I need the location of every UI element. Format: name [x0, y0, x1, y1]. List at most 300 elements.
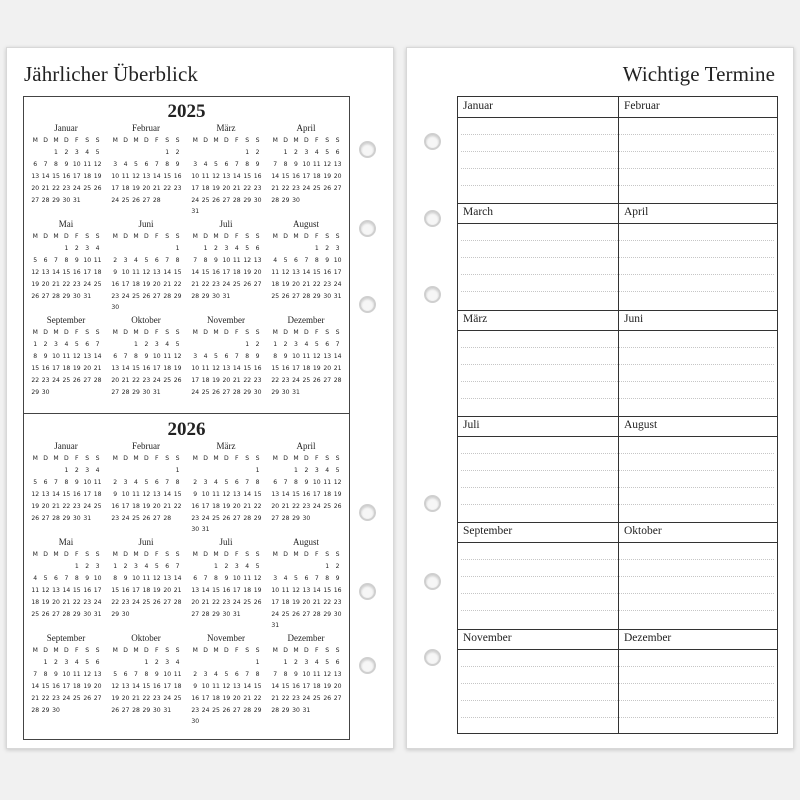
day-cell: 9 [224, 574, 229, 582]
day-cell: 28 [271, 196, 280, 204]
weekday-header: S [335, 329, 340, 336]
weekday-header: M [272, 137, 278, 144]
weekday-header: F [75, 329, 79, 336]
day-cell: 9 [54, 670, 58, 678]
weekday-header: F [155, 329, 159, 336]
day-cell: 27 [222, 196, 231, 204]
weekday-header: S [245, 329, 250, 336]
day-cell: 28 [333, 376, 342, 384]
day-cell: 19 [212, 376, 220, 384]
day-cell: 9 [175, 160, 180, 168]
day-cell: 22 [52, 184, 60, 192]
day-cell: 20 [333, 682, 342, 690]
day-cell: 21 [121, 376, 130, 384]
weekday-header: F [155, 137, 159, 144]
day-cell: 30 [253, 196, 262, 204]
day-cell: 19 [142, 502, 151, 510]
month-block [110, 441, 185, 537]
day-cell: 12 [132, 172, 140, 180]
day-cell: 21 [52, 502, 60, 510]
day-cell: 10 [302, 670, 311, 678]
day-cell: 2 [294, 658, 298, 666]
day-cell: 22 [271, 376, 280, 384]
day-cell: 27 [41, 292, 50, 300]
day-cell: 9 [43, 352, 48, 360]
day-cell: 17 [232, 586, 241, 594]
day-cell: 10 [222, 256, 231, 264]
weekday-header: M [133, 551, 139, 558]
writing-line [461, 381, 774, 382]
day-cell: 19 [323, 172, 332, 180]
day-cell: 27 [142, 196, 151, 204]
day-cell: 3 [54, 340, 58, 348]
day-cell: 28 [271, 706, 280, 714]
day-cell: 25 [271, 292, 280, 300]
day-cell: 1 [283, 148, 288, 156]
day-cell: 7 [304, 256, 309, 264]
day-cell: 27 [121, 706, 130, 714]
day-cell: 2 [64, 148, 69, 156]
day-cell: 28 [243, 514, 252, 522]
day-cell: 10 [201, 682, 210, 690]
weekday-header: D [203, 137, 208, 144]
day-cell: 15 [281, 682, 290, 690]
weekday-header: D [304, 455, 309, 462]
day-cell: 27 [333, 694, 342, 702]
weekday-header: S [95, 455, 100, 462]
day-cell: 30 [292, 706, 300, 714]
day-cell: 5 [33, 478, 38, 486]
day-cell: 9 [335, 574, 340, 582]
month-label: Januar [463, 100, 494, 112]
weekday-header: S [245, 137, 250, 144]
weekday-header: D [304, 329, 309, 336]
day-cell: 2 [304, 466, 309, 474]
day-cell: 20 [152, 502, 161, 510]
weekday-header: S [175, 137, 180, 144]
day-cell: 11 [93, 256, 102, 264]
weekday-header: M [293, 137, 299, 144]
weekday-header: M [32, 647, 38, 654]
day-cell: 26 [132, 196, 140, 204]
day-cell: 22 [41, 694, 50, 702]
day-cell: 31 [333, 292, 342, 300]
weekday-header: M [32, 329, 38, 336]
binder-hole-icon [359, 657, 376, 674]
day-cell: 4 [144, 562, 149, 570]
day-cell: 18 [93, 268, 102, 276]
day-cell: 11 [142, 574, 151, 582]
day-cell: 21 [281, 502, 290, 510]
weekday-header: S [165, 329, 170, 336]
day-cell: 5 [224, 670, 229, 678]
day-cell: 31 [201, 526, 210, 534]
day-cell: 7 [335, 340, 340, 348]
day-cell: 24 [302, 694, 311, 702]
weekday-header: M [192, 233, 198, 240]
day-cell: 24 [163, 694, 172, 702]
writing-line [461, 134, 774, 135]
day-cell: 21 [243, 694, 252, 702]
day-cell: 8 [325, 574, 330, 582]
day-cell: 9 [255, 160, 260, 168]
day-cell: 23 [292, 184, 300, 192]
day-cell: 12 [312, 352, 321, 360]
day-cell: 12 [142, 268, 151, 276]
weekday-header: S [255, 647, 260, 654]
day-cell: 7 [203, 574, 208, 582]
day-cell: 9 [74, 256, 79, 264]
day-cell: 12 [31, 490, 40, 498]
day-cell: 5 [154, 562, 159, 570]
day-cell: 10 [191, 364, 200, 372]
day-cell: 17 [292, 364, 300, 372]
day-cell: 24 [201, 706, 210, 714]
day-cell: 28 [243, 706, 252, 714]
weekday-header: M [32, 233, 38, 240]
day-cell: 23 [281, 376, 290, 384]
day-cell: 9 [193, 682, 198, 690]
day-cell: 8 [134, 352, 138, 360]
day-cell: 29 [31, 388, 40, 396]
day-cell: 10 [121, 268, 130, 276]
day-cell: 14 [271, 682, 280, 690]
day-cell: 21 [271, 694, 280, 702]
day-cell: 13 [271, 490, 280, 498]
day-cell: 6 [154, 478, 159, 486]
day-cell: 11 [93, 478, 102, 486]
day-cell: 1 [245, 340, 250, 348]
weekday-header: M [272, 455, 278, 462]
writing-line [461, 717, 774, 718]
day-cell: 30 [72, 292, 81, 300]
month-block [270, 219, 345, 315]
weekday-header: D [203, 455, 208, 462]
day-cell: 15 [132, 364, 140, 372]
day-cell: 31 [292, 388, 300, 396]
day-cell: 18 [212, 694, 220, 702]
weekday-header: M [53, 455, 59, 462]
weekday-header: M [272, 329, 278, 336]
day-cell: 3 [314, 466, 319, 474]
day-cell: 16 [212, 268, 220, 276]
day-cell: 16 [83, 586, 92, 594]
weekday-header: S [335, 551, 340, 558]
day-cell: 29 [212, 610, 220, 618]
day-cell: 11 [323, 478, 332, 486]
day-cell: 7 [43, 160, 48, 168]
day-cell: 9 [214, 256, 218, 264]
weekday-header: S [325, 329, 330, 336]
day-cell: 31 [83, 514, 92, 522]
day-cell: 3 [335, 244, 340, 252]
weekday-header: D [144, 551, 149, 558]
day-cell: 17 [52, 364, 60, 372]
day-cell: 8 [165, 160, 170, 168]
day-cell: 18 [132, 280, 140, 288]
weekday-header: D [123, 551, 128, 558]
day-cell: 17 [72, 172, 81, 180]
day-cell: 23 [83, 598, 92, 606]
day-cell: 17 [132, 586, 140, 594]
day-cell: 5 [74, 340, 79, 348]
weekday-header: F [315, 137, 319, 144]
day-cell: 11 [132, 268, 140, 276]
day-cell: 14 [191, 268, 200, 276]
weekday-header: D [304, 137, 309, 144]
weekday-header: F [315, 551, 319, 558]
day-cell: 30 [292, 196, 300, 204]
day-cell: 5 [43, 574, 48, 582]
month-name: Juli [219, 537, 233, 547]
day-cell: 8 [273, 352, 278, 360]
day-cell: 9 [64, 160, 69, 168]
weekday-header: F [235, 455, 239, 462]
day-cell: 7 [134, 670, 138, 678]
day-cell: 16 [173, 172, 182, 180]
writing-line [461, 240, 774, 241]
month-name: Februar [132, 123, 160, 133]
day-cell: 16 [222, 586, 231, 594]
day-cell: 8 [214, 574, 218, 582]
day-cell: 19 [173, 364, 182, 372]
weekday-header: S [325, 137, 330, 144]
weekday-header: S [325, 647, 330, 654]
day-cell: 24 [271, 610, 280, 618]
day-cell: 12 [222, 490, 231, 498]
day-cell: 20 [83, 364, 92, 372]
day-cell: 15 [281, 172, 290, 180]
day-cell: 8 [54, 160, 58, 168]
weekday-header: D [144, 455, 149, 462]
day-cell: 28 [173, 598, 182, 606]
day-cell: 29 [292, 514, 300, 522]
day-cell: 17 [93, 586, 102, 594]
day-cell: 6 [193, 574, 198, 582]
day-cell: 23 [111, 514, 120, 522]
day-cell: 13 [232, 682, 241, 690]
day-cell: 28 [302, 292, 311, 300]
day-cell: 30 [302, 514, 311, 522]
month-name: September [46, 633, 86, 643]
day-cell: 5 [314, 340, 319, 348]
weekday-header: M [32, 455, 38, 462]
year-divider [24, 413, 349, 414]
day-cell: 4 [304, 340, 309, 348]
day-cell: 22 [173, 502, 182, 510]
month-name: März [216, 123, 236, 133]
day-cell: 26 [312, 376, 321, 384]
day-cell: 3 [193, 352, 198, 360]
day-cell: 15 [31, 364, 40, 372]
day-cell: 25 [31, 610, 40, 618]
day-cell: 30 [253, 388, 262, 396]
weekday-header: M [272, 551, 278, 558]
day-cell: 4 [134, 256, 138, 264]
weekday-header: M [213, 233, 219, 240]
day-cell: 9 [294, 160, 298, 168]
weekday-header: D [283, 647, 288, 654]
year-title: 2026 [167, 419, 206, 440]
day-cell: 31 [72, 196, 81, 204]
day-cell: 22 [292, 502, 300, 510]
weekday-header: S [255, 137, 260, 144]
day-cell: 10 [62, 670, 71, 678]
weekday-header: F [315, 455, 319, 462]
day-cell: 11 [212, 490, 220, 498]
month-block [30, 315, 105, 411]
day-cell: 28 [93, 376, 102, 384]
day-cell: 7 [165, 478, 170, 486]
day-cell: 11 [72, 670, 81, 678]
day-cell: 3 [203, 670, 208, 678]
day-cell: 16 [292, 172, 300, 180]
weekday-header: M [32, 137, 38, 144]
day-cell: 10 [201, 490, 210, 498]
day-cell: 13 [152, 490, 161, 498]
weekday-header: M [53, 551, 59, 558]
day-cell: 26 [41, 610, 50, 618]
day-cell: 18 [212, 502, 220, 510]
page-title-yearly-overview: Jährlicher Überblick [24, 62, 199, 86]
day-cell: 29 [253, 514, 262, 522]
day-cell: 8 [64, 478, 69, 486]
weekday-header: M [133, 455, 139, 462]
weekday-header: M [192, 137, 198, 144]
day-cell: 7 [193, 256, 198, 264]
day-cell: 15 [52, 172, 60, 180]
weekday-header: F [315, 329, 319, 336]
header-underline [458, 649, 777, 650]
day-cell: 22 [243, 376, 252, 384]
day-cell: 14 [121, 364, 130, 372]
writing-line [461, 274, 774, 275]
section-divider [458, 310, 777, 311]
binder-hole-icon [424, 133, 441, 150]
day-cell: 6 [113, 352, 118, 360]
day-cell: 1 [203, 244, 208, 252]
day-cell: 2 [154, 658, 159, 666]
day-cell: 22 [281, 694, 290, 702]
month-label: Juli [463, 418, 480, 431]
day-cell: 13 [93, 670, 102, 678]
month-name: Juli [219, 219, 233, 229]
weekday-header: S [325, 551, 330, 558]
day-cell: 4 [95, 244, 100, 252]
weekday-header: S [255, 329, 260, 336]
day-cell: 22 [62, 280, 71, 288]
day-cell: 20 [323, 364, 332, 372]
day-cell: 17 [163, 682, 172, 690]
weekday-header: S [85, 137, 90, 144]
day-cell: 24 [121, 514, 130, 522]
month-name: Januar [54, 441, 78, 451]
day-cell: 30 [83, 610, 92, 618]
day-cell: 2 [74, 244, 79, 252]
month-label: September [463, 525, 513, 538]
day-cell: 16 [72, 268, 81, 276]
day-cell: 30 [191, 718, 200, 726]
day-cell: 25 [132, 292, 140, 300]
month-name: September [46, 315, 86, 325]
weekday-header: S [95, 329, 100, 336]
weekday-header: S [165, 137, 170, 144]
day-cell: 16 [111, 502, 120, 510]
day-cell: 11 [132, 490, 140, 498]
day-cell: 18 [312, 682, 321, 690]
day-cell: 12 [323, 670, 332, 678]
day-cell: 25 [201, 196, 210, 204]
weekday-header: F [75, 647, 79, 654]
weekday-header: D [64, 137, 69, 144]
day-cell: 8 [255, 478, 260, 486]
day-cell: 13 [31, 172, 40, 180]
day-cell: 21 [93, 364, 102, 372]
day-cell: 15 [173, 490, 182, 498]
day-cell: 27 [302, 610, 311, 618]
day-cell: 13 [163, 574, 172, 582]
day-cell: 13 [52, 586, 60, 594]
day-cell: 16 [253, 364, 262, 372]
day-cell: 23 [253, 184, 262, 192]
day-cell: 12 [212, 172, 220, 180]
day-cell: 7 [273, 160, 278, 168]
weekday-header: S [245, 551, 250, 558]
day-cell: 4 [234, 244, 239, 252]
day-cell: 12 [83, 670, 92, 678]
day-cell: 14 [232, 172, 241, 180]
day-cell: 2 [283, 340, 288, 348]
day-cell: 3 [95, 562, 100, 570]
month-name: Mai [58, 537, 74, 547]
day-cell: 17 [62, 682, 71, 690]
day-cell: 22 [253, 694, 262, 702]
day-cell: 5 [144, 256, 149, 264]
month-name: Oktober [131, 315, 161, 325]
day-cell: 25 [243, 598, 252, 606]
day-cell: 29 [132, 388, 140, 396]
weekday-header: D [304, 233, 309, 240]
day-cell: 5 [214, 352, 218, 360]
day-cell: 28 [191, 292, 200, 300]
day-cell: 31 [163, 706, 172, 714]
day-cell: 28 [281, 514, 290, 522]
day-cell: 5 [85, 658, 90, 666]
day-cell: 23 [191, 706, 200, 714]
day-cell: 8 [203, 256, 208, 264]
month-block [30, 633, 105, 729]
weekday-header: S [325, 233, 330, 240]
day-cell: 10 [121, 490, 130, 498]
writing-line [461, 576, 774, 577]
day-cell: 15 [41, 682, 50, 690]
month-label: November [463, 631, 512, 644]
weekday-header: F [155, 551, 159, 558]
day-cell: 25 [72, 694, 81, 702]
day-cell: 10 [312, 478, 321, 486]
writing-line [461, 257, 774, 258]
day-cell: 11 [163, 352, 172, 360]
day-cell: 8 [175, 256, 180, 264]
month-block [110, 537, 185, 633]
month-block [190, 441, 265, 537]
day-cell: 6 [304, 574, 309, 582]
day-cell: 7 [273, 670, 278, 678]
day-cell: 6 [224, 160, 229, 168]
day-cell: 15 [173, 268, 182, 276]
day-cell: 26 [72, 376, 81, 384]
day-cell: 8 [144, 670, 149, 678]
